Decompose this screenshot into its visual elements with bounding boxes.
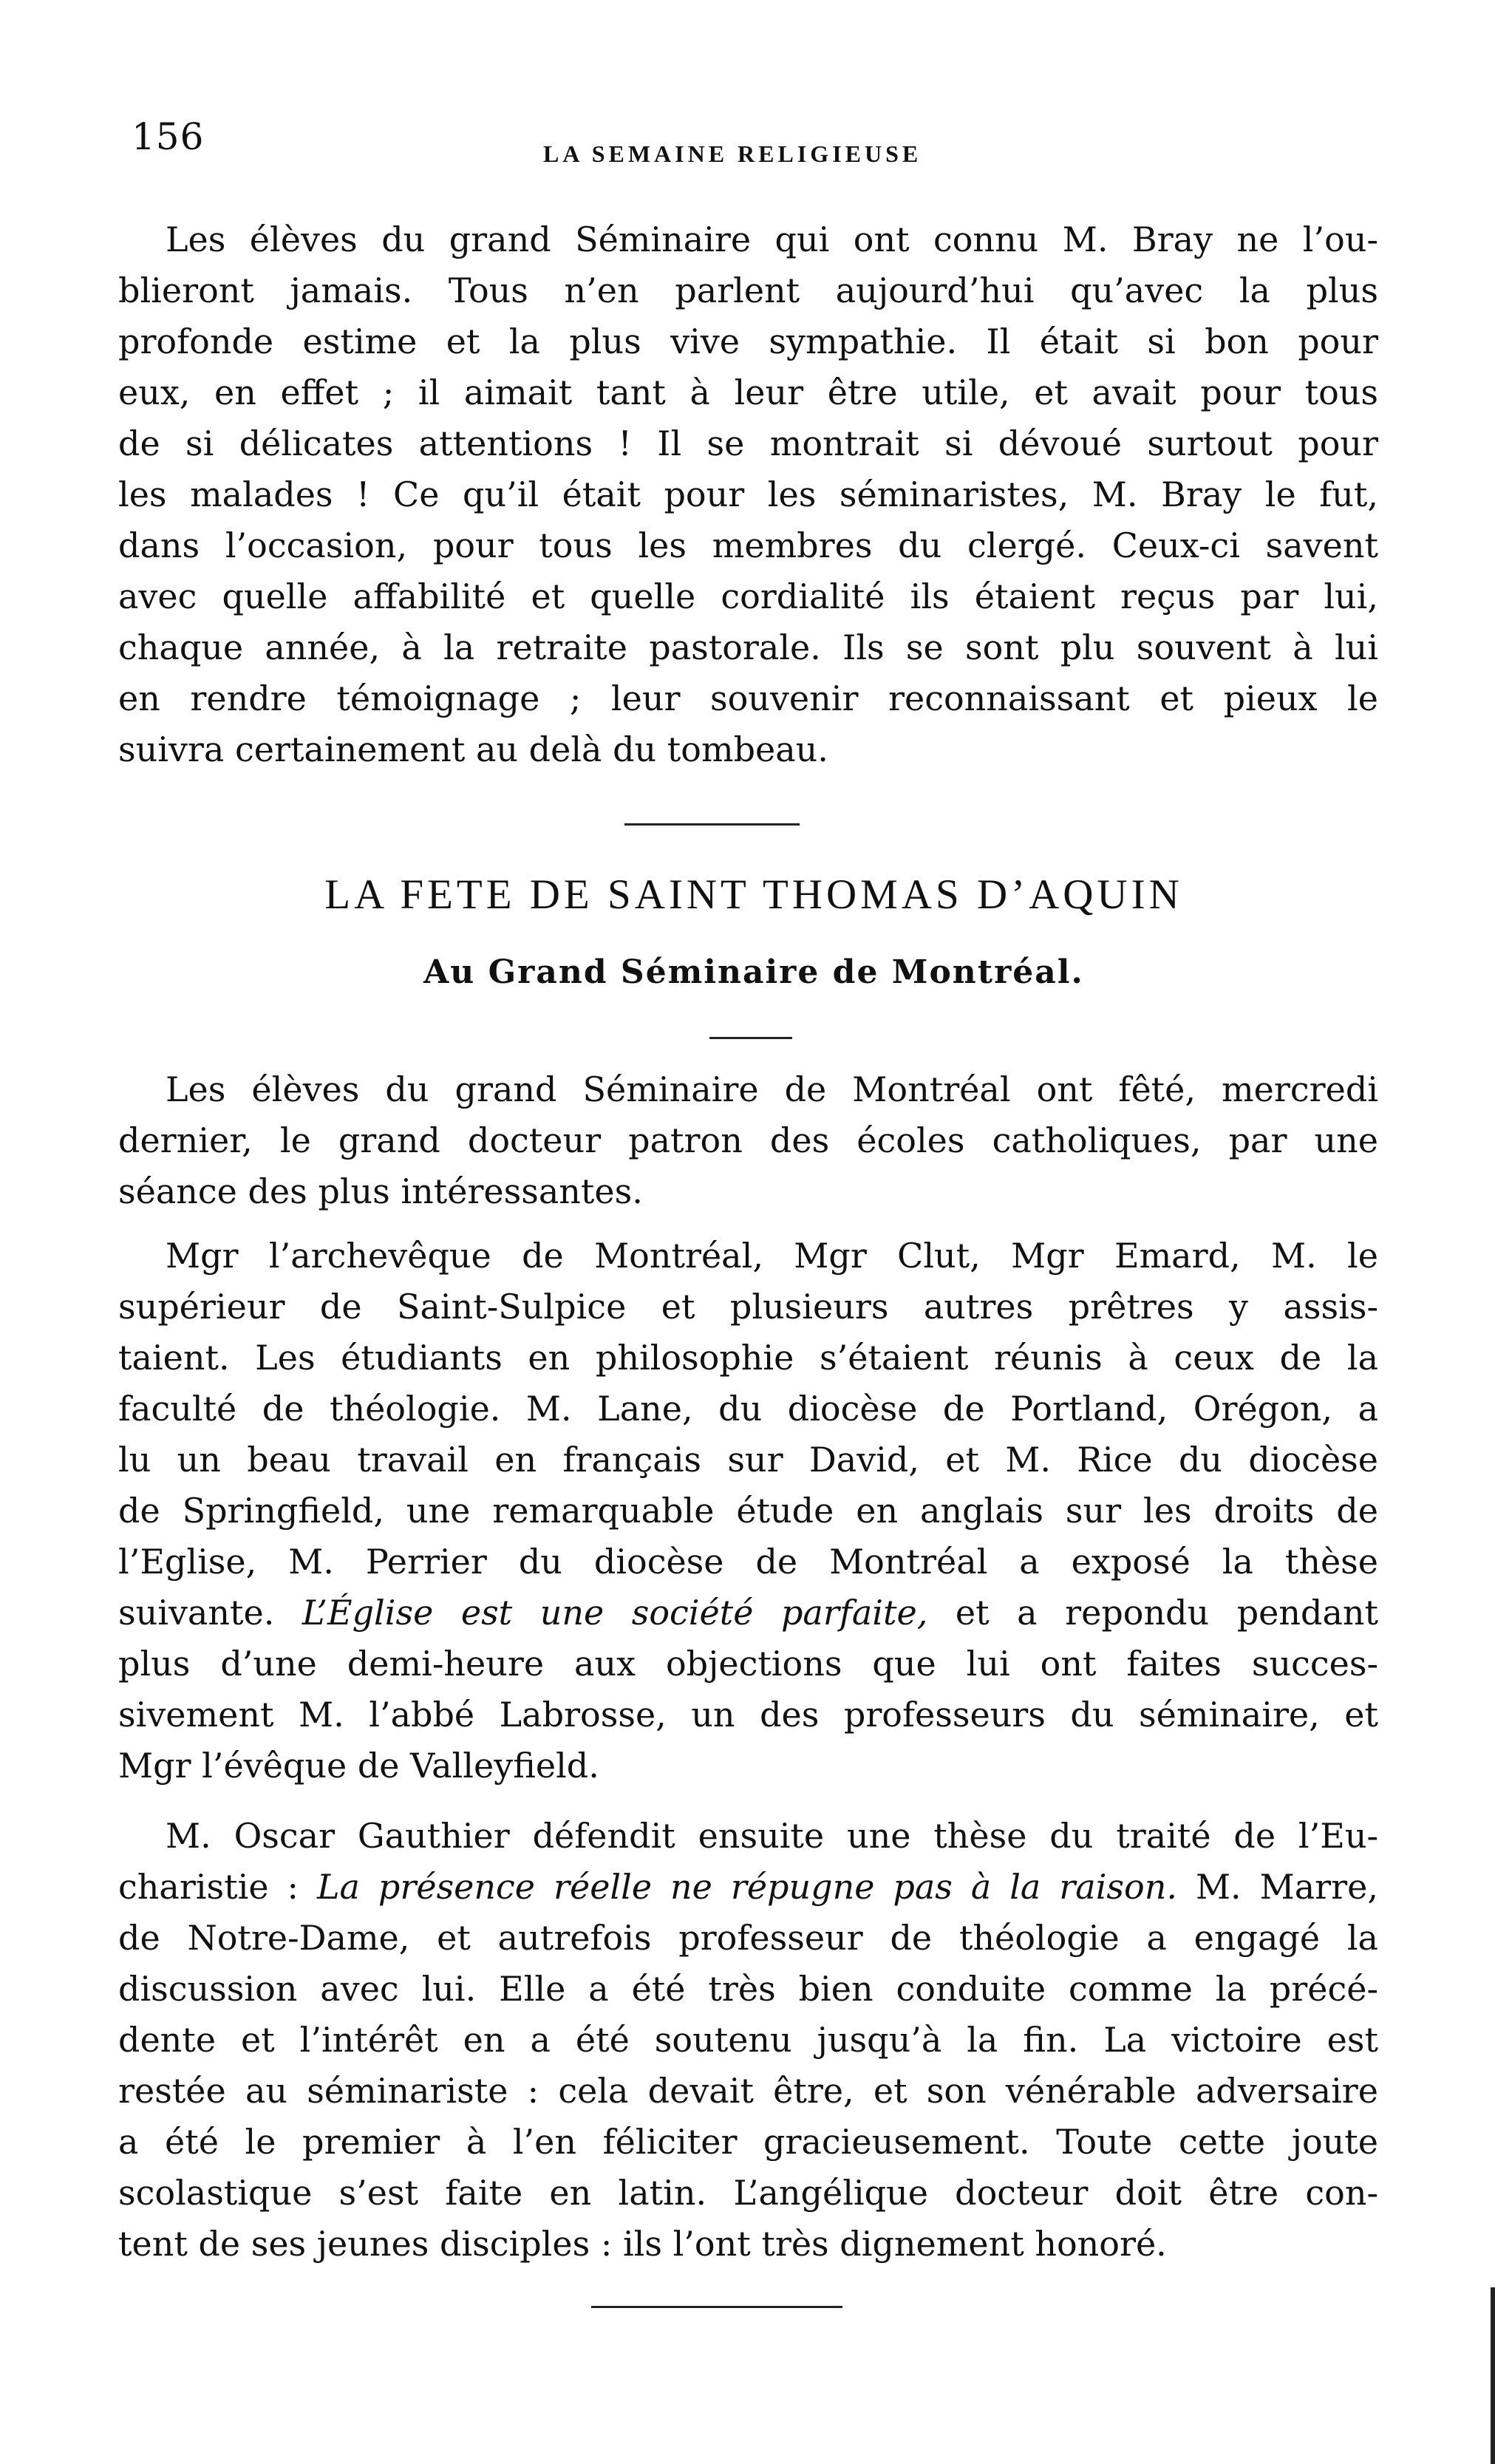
paragraph-line: restée au séminariste : cela devait être, et son vénérable adversaire (118, 2071, 1378, 2111)
page-number: 156 (132, 115, 205, 158)
paragraph-line-with-thesis (118, 1862, 1378, 1913)
paragraph-line: M. Oscar Gauthier défendit ensuite une thèse du traité de l’Eu- (166, 1816, 1378, 1856)
paragraph-line: taient. Les étudiants en philosophie s’étaient réunis à ceux de la (118, 1338, 1378, 1378)
paragraph-line: Mgr l’évêque de Valleyfield. (118, 1746, 599, 1786)
section-divider (624, 823, 800, 826)
line-text: et a repondu pendant (955, 1593, 1379, 1633)
paragraph-line: l’Eglise, M. Perrier du diocèse de Montréal a exposé la thèse (118, 1542, 1378, 1582)
paragraph-line: sivement M. l’abbé Labrosse, un des professeurs du séminaire, et (118, 1695, 1378, 1735)
paragraph-line: suivra certainement au delà du tombeau. (118, 729, 828, 769)
paragraph-line: Les élèves du grand Séminaire qui ont connu M. Bray ne l’ou- (166, 219, 1378, 259)
line-text: M. Marre, (1195, 1867, 1378, 1907)
line-text: charistie : (118, 1867, 299, 1907)
paragraph-line: de Springfield, une remarquable étude en anglais sur les droits de (118, 1491, 1378, 1531)
paragraph-line: de si délicates attentions ! Il se montrait si dévoué surtout pour (118, 423, 1378, 463)
paragraph-line: scolastique s’est faite en latin. L’angélique docteur doit être con- (118, 2173, 1378, 2213)
paragraph-line: chaque année, à la retraite pastorale. Ils se sont plu souvent à lui (118, 627, 1378, 667)
paragraph-line: avec quelle affabilité et quelle cordialité ils étaient reçus par lui, (118, 576, 1378, 616)
paragraph-attendees-and-first-thesis (118, 1231, 1378, 1791)
paragraph-line: en rendre témoignage ; leur souvenir reconnaissant et pieux le (118, 678, 1378, 718)
end-divider (591, 2306, 842, 2308)
paragraph-line: plus d’une demi-heure aux objections que lui ont faites succes- (118, 1644, 1378, 1684)
paragraph-line: profonde estime et la plus vive sympathie. Il était si bon pour (118, 321, 1378, 361)
paragraph-line: les malades ! Ce qu’il était pour les séminaristes, M. Bray le fut, (118, 474, 1378, 514)
paragraph-line: tent de ses jeunes disciples : ils l’ont très dignement honoré. (118, 2224, 1167, 2264)
paragraph-second-thesis (118, 1811, 1378, 2270)
paragraph-line: a été le premier à l’en féliciter gracieusement. Toute cette joute (118, 2122, 1378, 2162)
paragraph-line: Les élèves du grand Séminaire de Montréal ont fêté, mercredi (166, 1069, 1378, 1109)
paragraph-line: faculté de théologie. M. Lane, du diocèse de Portland, Orégon, a (118, 1389, 1378, 1429)
line-text: suivante. (118, 1593, 275, 1633)
running-header: LA SEMAINE RELIGIEUSE (543, 140, 922, 167)
paragraph-line: de Notre-Dame, et autrefois professeur de théologie a engagé la (118, 1918, 1378, 1958)
paragraph-line: supérieur de Saint-Sulpice et plusieurs autres prêtres y assis- (118, 1287, 1378, 1327)
paragraph-line: blieront jamais. Tous n’en parlent aujourd’hui qu’avec la plus (118, 270, 1378, 310)
section-subtitle: Au Grand Séminaire de Montréal. (423, 953, 1084, 991)
paragraph-line-with-thesis (118, 1587, 1378, 1638)
paragraph-m-bray-tribute (118, 214, 1378, 775)
subtitle-divider (709, 1037, 792, 1039)
paragraph-line: séance des plus intéressantes. (118, 1171, 643, 1211)
paragraph-line: dans l’occasion, pour tous les membres du clergé. Ceux-ci savent (118, 525, 1378, 565)
paragraph-line: discussion avec lui. Elle a été très bien conduite comme la précé- (118, 1969, 1378, 2009)
page-edge-shadow (1491, 2287, 1495, 2464)
paragraph-line: Mgr l’archevêque de Montréal, Mgr Clut, Mgr Emard, M. le (166, 1236, 1378, 1276)
paragraph-line: dernier, le grand docteur patron des écoles catholiques, par une (118, 1120, 1378, 1160)
paragraph-line: lu un beau travail en français sur David, et M. Rice du diocèse (118, 1440, 1378, 1480)
paragraph-line: dente et l’intérêt en a été soutenu jusqu’à la fin. La victoire est (118, 2020, 1378, 2060)
thesis-title: La présence réelle ne répugne pas à la raison. (316, 1867, 1177, 1907)
paragraph-celebration-intro (118, 1064, 1378, 1217)
section-title: LA FETE DE SAINT THOMAS D’AQUIN (324, 871, 1183, 918)
thesis-title: L’Église est une société parfaite, (302, 1593, 928, 1633)
paragraph-line: eux, en effet ; il aimait tant à leur être utile, et avait pour tous (118, 372, 1378, 412)
